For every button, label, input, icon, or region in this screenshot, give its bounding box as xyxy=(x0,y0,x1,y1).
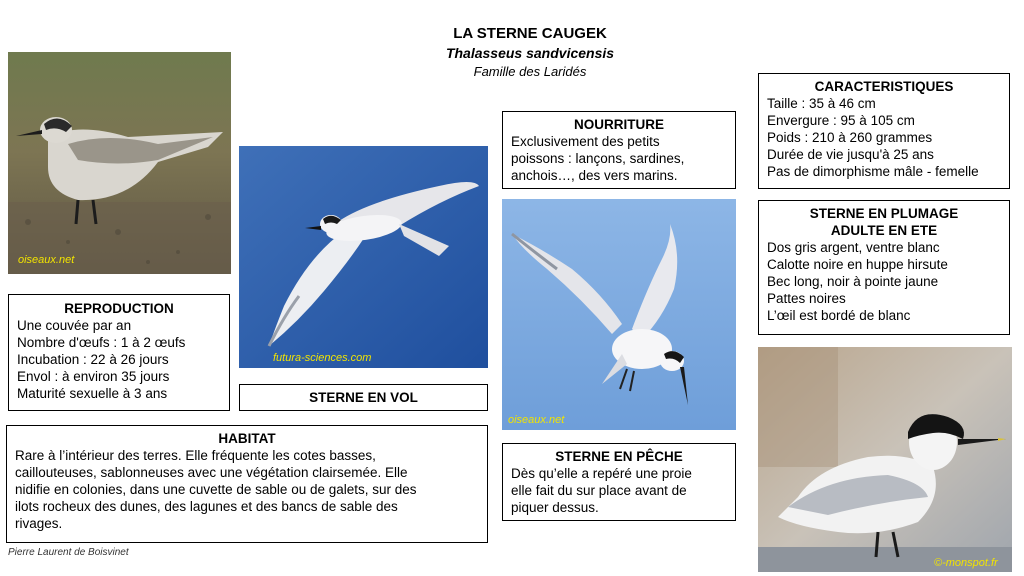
habitat-line: Rare à l’intérieur des terres. Elle fréquente les cotes basses, xyxy=(15,448,376,463)
habitat-line: rivages. xyxy=(15,516,63,531)
reproduction-box xyxy=(8,294,230,411)
fishing-tern-photo xyxy=(502,199,736,430)
habitat-line: caillouteuses, sablonneuses avec une végétation clairsemée. Elle xyxy=(15,465,408,480)
caracteristiques-line: Durée de vie jusqu'à 25 ans xyxy=(767,147,934,162)
caracteristiques-line: Poids : 210 à 260 grammes xyxy=(767,130,933,145)
adult-photo-credit: ©-monspot.fr xyxy=(934,557,998,569)
adult-tern-image xyxy=(758,347,1012,572)
plumage-box xyxy=(758,200,1010,335)
nourriture-box xyxy=(502,111,736,189)
reproduction-line: Maturité sexuelle à 3 ans xyxy=(17,386,168,401)
plumage-line: Pattes noires xyxy=(767,291,846,306)
caracteristiques-heading: CARACTERISTIQUES xyxy=(814,79,954,94)
caracteristiques-line: Taille : 35 à 46 cm xyxy=(767,96,876,111)
flight-label-box xyxy=(239,384,488,411)
flight-label: STERNE EN VOL xyxy=(309,390,418,405)
flight-photo-credit: futura-sciences.com xyxy=(273,352,372,364)
reproduction-line: Nombre d'œufs : 1 à 2 œufs xyxy=(17,335,186,350)
plumage-line: L’œil est bordé de blanc xyxy=(767,308,911,323)
habitat-line: nidifie en colonies, dans une cuvette de sable ou de galets, sur des xyxy=(15,482,417,497)
reproduction-line: Envol : à environ 35 jours xyxy=(17,369,170,384)
plumage-line: Dos gris argent, ventre blanc xyxy=(767,240,940,255)
juvenile-photo-credit: oiseaux.net xyxy=(18,254,75,266)
nourriture-line: anchois…, des vers marins. xyxy=(511,168,678,183)
habitat-box xyxy=(6,425,488,543)
peche-line: elle fait du sur place avant de xyxy=(511,483,687,498)
plumage-heading: ADULTE EN ETE xyxy=(830,223,938,238)
reproduction-heading: REPRODUCTION xyxy=(64,301,174,316)
peche-line: piquer dessus. xyxy=(511,500,599,515)
species-name: Thalasseus sandvicensis xyxy=(445,45,615,61)
reproduction-line: Incubation : 22 à 26 jours xyxy=(17,352,169,367)
nourriture-line: Exclusivement des petits xyxy=(511,134,660,149)
adult-tern-photo xyxy=(758,347,1012,572)
flight-tern-image xyxy=(239,146,488,368)
caracteristiques-line: Pas de dimorphisme mâle - femelle xyxy=(767,164,979,179)
juvenile-tern-photo xyxy=(8,52,231,274)
peche-line: Dès qu’elle a repéré une proie xyxy=(511,466,692,481)
habitat-line: ilots rocheux des dunes, des lagunes et des bancs de sable des xyxy=(15,499,398,514)
fishing-photo-credit: oiseaux.net xyxy=(508,414,565,426)
plumage-line: Bec long, noir à pointe jaune xyxy=(767,274,939,289)
habitat-heading: HABITAT xyxy=(218,431,276,446)
caracteristiques-line: Envergure : 95 à 105 cm xyxy=(767,113,915,128)
family-name: Famille des Laridés xyxy=(473,64,587,79)
fishing-tern-image xyxy=(502,199,736,430)
nourriture-line: poissons : lançons, sardines, xyxy=(511,151,685,166)
peche-heading: STERNE EN PÊCHE xyxy=(555,449,683,464)
caracteristiques-box xyxy=(758,73,1010,189)
plumage-line: Calotte noire en huppe hirsute xyxy=(767,257,948,272)
reproduction-line: Une couvée par an xyxy=(17,318,132,333)
author-credit: Pierre Laurent de Boisvinet xyxy=(8,547,129,558)
page-title: LA STERNE CAUGEK xyxy=(453,25,607,42)
juvenile-tern-image xyxy=(8,52,231,274)
plumage-heading: STERNE EN PLUMAGE xyxy=(809,206,959,221)
peche-box xyxy=(502,443,736,521)
flight-tern-photo xyxy=(239,146,488,368)
nourriture-heading: NOURRITURE xyxy=(574,117,664,132)
